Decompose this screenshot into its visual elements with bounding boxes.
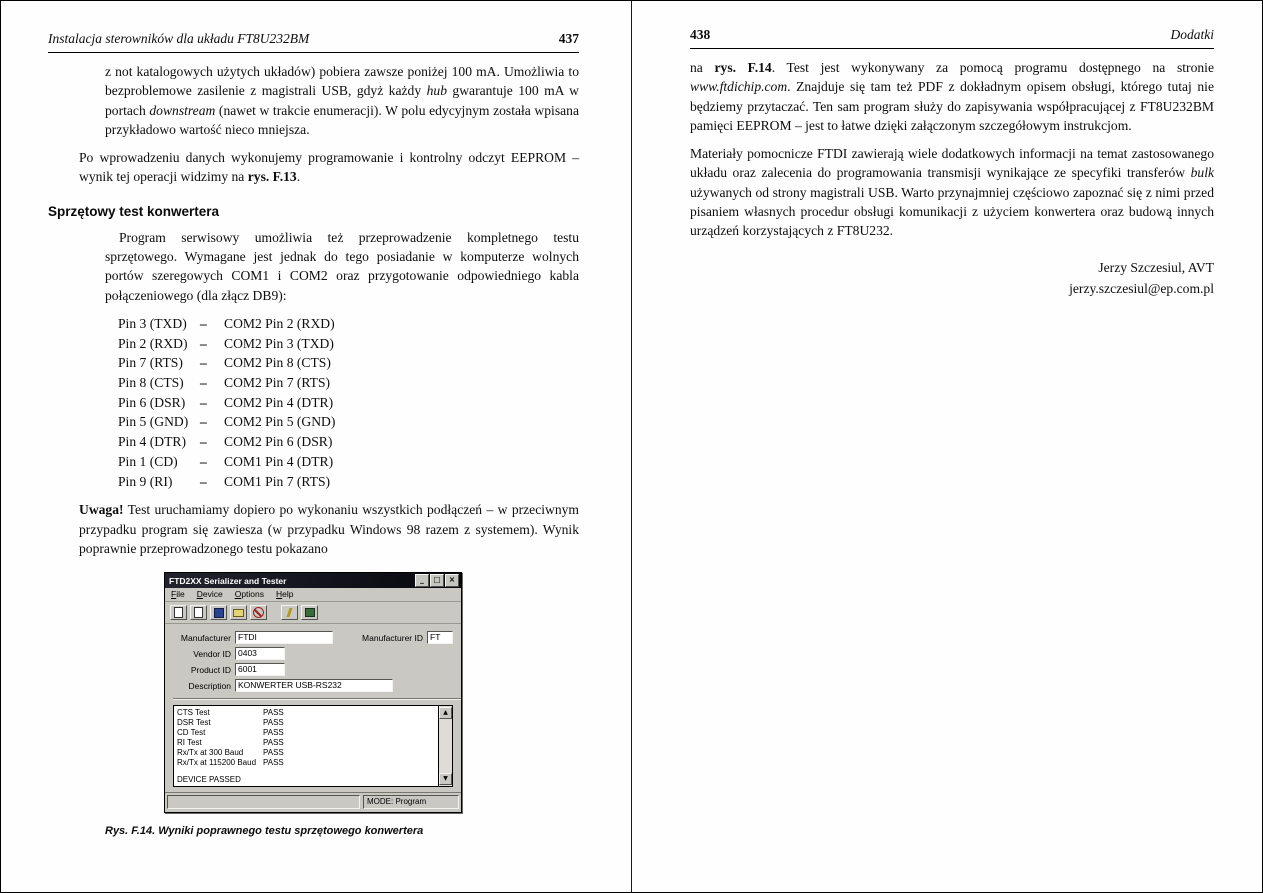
author-email: jerzy.szczesiul@ep.com.pl xyxy=(1069,280,1214,296)
test-name: RI Test xyxy=(177,738,202,748)
pin-source: Pin 7 (RTS) xyxy=(118,355,183,371)
scroll-up-icon: ▲ xyxy=(439,707,452,719)
test-name: DSR Test xyxy=(177,718,211,728)
manufacturer-label: Manufacturer xyxy=(180,632,231,643)
paragraph-3: Program serwisowy umożliwia też przeprowadzenie kompletnego testu sprzętowego. Wymagane jest jednak do tego posiadanie w komputerze wolnych portów szeregowych COM1 i COM2 oraz przygotowanie odpowiedniego kabla połączeniowego (dla złącz DB9): xyxy=(105,229,579,303)
paragraph-2: Po wprowadzeniu danych wykonujemy programowanie i kontrolny odczyt EEPROM – wynik tej operacji widzimy na rys. F.13. xyxy=(79,150,579,185)
test-result: PASS xyxy=(263,718,284,728)
figure-caption: Rys. F.14. Wyniki poprawnego testu sprzętowego konwertera xyxy=(105,825,424,838)
open-doc-icon xyxy=(190,605,207,620)
section-heading: Sprzętowy test konwertera xyxy=(48,203,220,219)
menu-device: Device xyxy=(196,589,223,600)
pin-row xyxy=(118,452,579,472)
vendor-id-row xyxy=(173,647,453,660)
test-row xyxy=(177,708,435,718)
pin-connection-list xyxy=(118,314,579,491)
save-icon xyxy=(210,605,227,620)
pin-separator: – xyxy=(200,315,207,331)
test-row xyxy=(177,748,435,758)
description-row xyxy=(173,679,453,692)
pin-target: COM2 Pin 2 (RXD) xyxy=(224,315,335,331)
pin-source: Pin 9 (RI) xyxy=(118,473,173,489)
running-header-title: Dodatki xyxy=(1170,27,1214,42)
pin-source: Pin 2 (RXD) xyxy=(118,335,188,351)
paragraph-1: z not katalogowych użytych układów) pobiera zawsze poniżej 100 mA. Umożliwia to bezproblemowe zasilenie z magistrali USB, gdyż każdy hub gwarantuje 100 mA w portach downstream (nawet w trakcie enumeracji). W polu edycyjnym została wpisana przykładowo wartość nieco mniejsza. xyxy=(105,64,579,137)
figure-f14 xyxy=(164,572,579,813)
maximize-icon: □ xyxy=(430,574,444,587)
test-name: Rx/Tx at 300 Baud xyxy=(177,748,244,758)
pin-target: COM2 Pin 6 (DSR) xyxy=(224,434,333,450)
pin-separator: – xyxy=(200,394,207,410)
program-chip-icon xyxy=(301,605,318,620)
product-id-input: 6001 xyxy=(235,663,285,676)
cancel-icon xyxy=(250,605,267,620)
paragraph-1: na rys. F.14. Test jest wykonywany za pomocą programu dostępnego na stronie www.ftdichip.com. Znajduje się tam też PDF z dokładnym opisem obsługi, którego tutaj nie będziemy przytaczać. Ten sam program służy do zapisywania współpracującej z FT8U232BM pamięci EEPROM – jest to łatwe dzięki załączonym szczegółowym instrukcjom. xyxy=(690,60,1214,133)
pin-row xyxy=(118,334,579,354)
pin-separator: – xyxy=(200,375,207,391)
test-name: Rx/Tx at 115200 Baud xyxy=(177,758,257,768)
left-page-header xyxy=(48,31,579,53)
test-icon xyxy=(281,605,298,620)
ftd2xx-window xyxy=(164,572,462,813)
test-name: CTS Test xyxy=(177,708,210,718)
minimize-icon: _ xyxy=(415,574,429,587)
page-437 xyxy=(1,1,631,892)
pin-separator: – xyxy=(200,355,207,371)
description-input: KONWERTER USB-RS232 xyxy=(235,679,393,692)
window-controls xyxy=(414,574,459,587)
pin-target: COM2 Pin 4 (DTR) xyxy=(224,394,334,410)
status-bar-filler xyxy=(167,795,360,809)
pin-source: Pin 4 (DTR) xyxy=(118,434,186,450)
running-header-title: Instalacja sterowników dla układu FT8U232BM xyxy=(48,31,310,46)
description-label: Description xyxy=(188,680,231,691)
test-result: PASS xyxy=(263,748,284,758)
pin-source: Pin 6 (DSR) xyxy=(118,394,186,410)
manufacturer-input: FTDI xyxy=(235,631,333,644)
right-page-number: 438 xyxy=(690,27,711,42)
menu-file: File xyxy=(171,589,185,600)
page-438 xyxy=(632,1,1263,892)
pin-target: COM2 Pin 7 (RTS) xyxy=(224,375,331,391)
pin-target: COM2 Pin 5 (GND) xyxy=(224,414,336,430)
test-results-list xyxy=(173,705,453,787)
right-page-header xyxy=(690,27,1214,49)
test-row xyxy=(177,718,435,728)
manufacturer-id-label: Manufacturer ID xyxy=(362,632,423,643)
open-folder-icon xyxy=(230,605,247,620)
pin-source: Pin 5 (GND) xyxy=(118,414,189,430)
mode-status: MODE: Program xyxy=(363,795,459,809)
pin-source: Pin 3 (TXD) xyxy=(118,315,187,331)
author-name: Jerzy Szczesiul, AVT xyxy=(1098,259,1214,275)
pin-target: COM1 Pin 4 (DTR) xyxy=(224,453,334,469)
pin-target: COM1 Pin 7 (RTS) xyxy=(224,473,331,489)
menu-bar xyxy=(165,588,461,602)
paragraph-warning: Uwaga! Test uruchamiamy dopiero po wykonaniu wszystkich podłączeń – w przeciwnym przypadku program się zawiesza (w przypadku Windows 98 razem z systemem). Wynik poprawnie przeprowadzonego testu pokazano xyxy=(79,502,579,556)
pin-row xyxy=(118,472,579,492)
new-doc-icon xyxy=(170,605,187,620)
manufacturer-id-input: FT xyxy=(427,631,453,644)
product-id-row xyxy=(173,663,453,676)
pin-row xyxy=(118,432,579,452)
left-page-number: 437 xyxy=(558,31,579,46)
pin-target: COM2 Pin 8 (CTS) xyxy=(224,355,331,371)
pin-target: COM2 Pin 3 (TXD) xyxy=(224,335,334,351)
device-passed-row xyxy=(177,775,435,785)
pin-separator: – xyxy=(200,434,207,450)
pin-separator: – xyxy=(200,473,207,489)
pin-source: Pin 1 (CD) xyxy=(118,453,178,469)
menu-options: Options xyxy=(234,589,265,600)
test-rows xyxy=(174,706,438,786)
pin-row xyxy=(118,412,579,432)
window-body xyxy=(165,624,461,792)
pin-separator: – xyxy=(200,414,207,430)
scrollbar xyxy=(438,706,452,786)
test-row xyxy=(177,738,435,748)
toolbar xyxy=(165,602,461,624)
scroll-down-icon: ▼ xyxy=(439,773,452,785)
test-result: PASS xyxy=(263,758,284,768)
close-icon: × xyxy=(445,574,459,587)
pin-source: Pin 8 (CTS) xyxy=(118,375,184,391)
pin-row xyxy=(118,314,579,334)
pin-row xyxy=(118,373,579,393)
manufacturer-row xyxy=(173,631,453,644)
test-name: CD Test xyxy=(177,728,206,738)
form-separator xyxy=(173,698,461,700)
pin-separator: – xyxy=(200,335,207,351)
test-row xyxy=(177,728,435,738)
window-titlebar xyxy=(165,573,461,588)
test-result: PASS xyxy=(263,708,284,718)
author-signature xyxy=(690,257,1214,299)
vendor-id-label: Vendor ID xyxy=(193,648,231,659)
status-bar xyxy=(165,792,461,812)
test-result: PASS xyxy=(263,728,284,738)
vendor-id-input: 0403 xyxy=(235,647,285,660)
test-row xyxy=(177,758,435,768)
pin-separator: – xyxy=(200,453,207,469)
pin-row xyxy=(118,353,579,373)
paragraph-2: Materiały pomocnicze FTDI zawierają wiele dodatkowych informacji na temat zastosowanego układu oraz zalecenia do programowania transmisji wynikające ze specyfiki transferów bulk używanych od strony magistrali USB. Warto przynajmniej częściowo zapoznać się z nimi przed pisaniem własnych procedur obsługi komunikacji z użyciem konwertera oraz budową innych urządzeń korzystających z FT8U232. xyxy=(690,146,1214,239)
menu-help: Help xyxy=(276,589,294,600)
product-id-label: Product ID xyxy=(190,664,231,675)
test-result: PASS xyxy=(263,738,284,748)
pin-row xyxy=(118,393,579,413)
test-name: DEVICE PASSED xyxy=(177,775,241,785)
window-title: FTD2XX Serializer and Tester xyxy=(169,575,287,586)
